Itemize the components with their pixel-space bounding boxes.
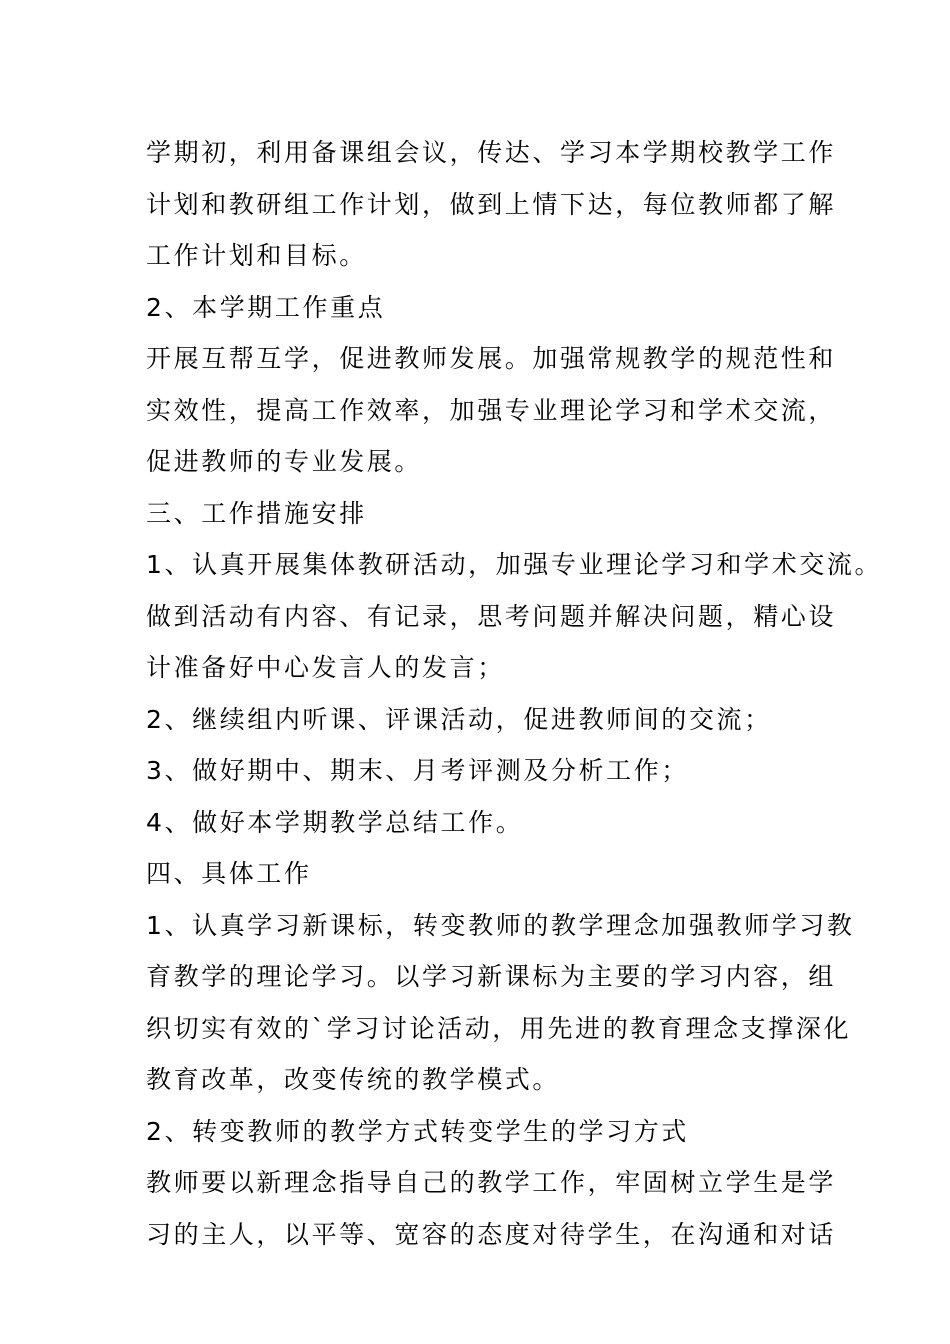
text-line: 教育改革，改变传统的教学模式。	[146, 1065, 561, 1094]
text-line: 计划和教研组工作计划，做到上情下达，每位教师都了解	[146, 189, 837, 219]
text-line: 开展互帮互学，促进教师发展。加强常规教学的规范性和	[146, 344, 837, 373]
text-line: 计准备好中心发言人的发言；	[146, 653, 505, 682]
text-line: 育教学的理论学习。以学习新课标为主要的学习内容，组	[146, 962, 837, 991]
section-heading: 四、具体工作	[146, 859, 312, 888]
text-line: 学期初，利用备课组会议，传达、学习本学期校教学工作	[146, 138, 837, 167]
text-line: 习的主人，以平等、宽容的态度对待学生，在沟通和对话	[146, 1219, 837, 1249]
list-item: 3、做好期中、期末、月考评测及分析工作；	[146, 756, 689, 785]
list-item: 4、做好本学期教学总结工作。	[146, 807, 524, 837]
section-heading: 三、工作措施安排	[146, 498, 367, 528]
text-line: 织切实有效的`学习讨论活动，用先进的教育理念支撑深化	[146, 1013, 852, 1043]
text-line: 促进教师的专业发展。	[146, 447, 423, 476]
text-line: 教师要以新理念指导自己的教学工作，牢固树立学生是学	[146, 1168, 837, 1197]
list-item: 1、认真开展集体教研活动，加强专业理论学习和学术交流。	[146, 550, 883, 579]
list-item: 1、认真学习新课标，转变教师的教学理念加强教师学习教	[146, 910, 855, 940]
list-item: 2、继续组内听课、评课活动，促进教师间的交流；	[146, 704, 772, 734]
document-body	[146, 127, 883, 1260]
text-line: 工作计划和目标。	[146, 241, 367, 270]
text-line: 实效性，提高工作效率，加强专业理论学习和学术交流，	[146, 395, 837, 425]
text-line: 做到活动有内容、有记录，思考问题并解决问题，精心设	[146, 601, 837, 631]
section-heading: 2、转变教师的教学方式转变学生的学习方式	[146, 1116, 689, 1146]
section-heading: 2、本学期工作重点	[146, 292, 386, 322]
